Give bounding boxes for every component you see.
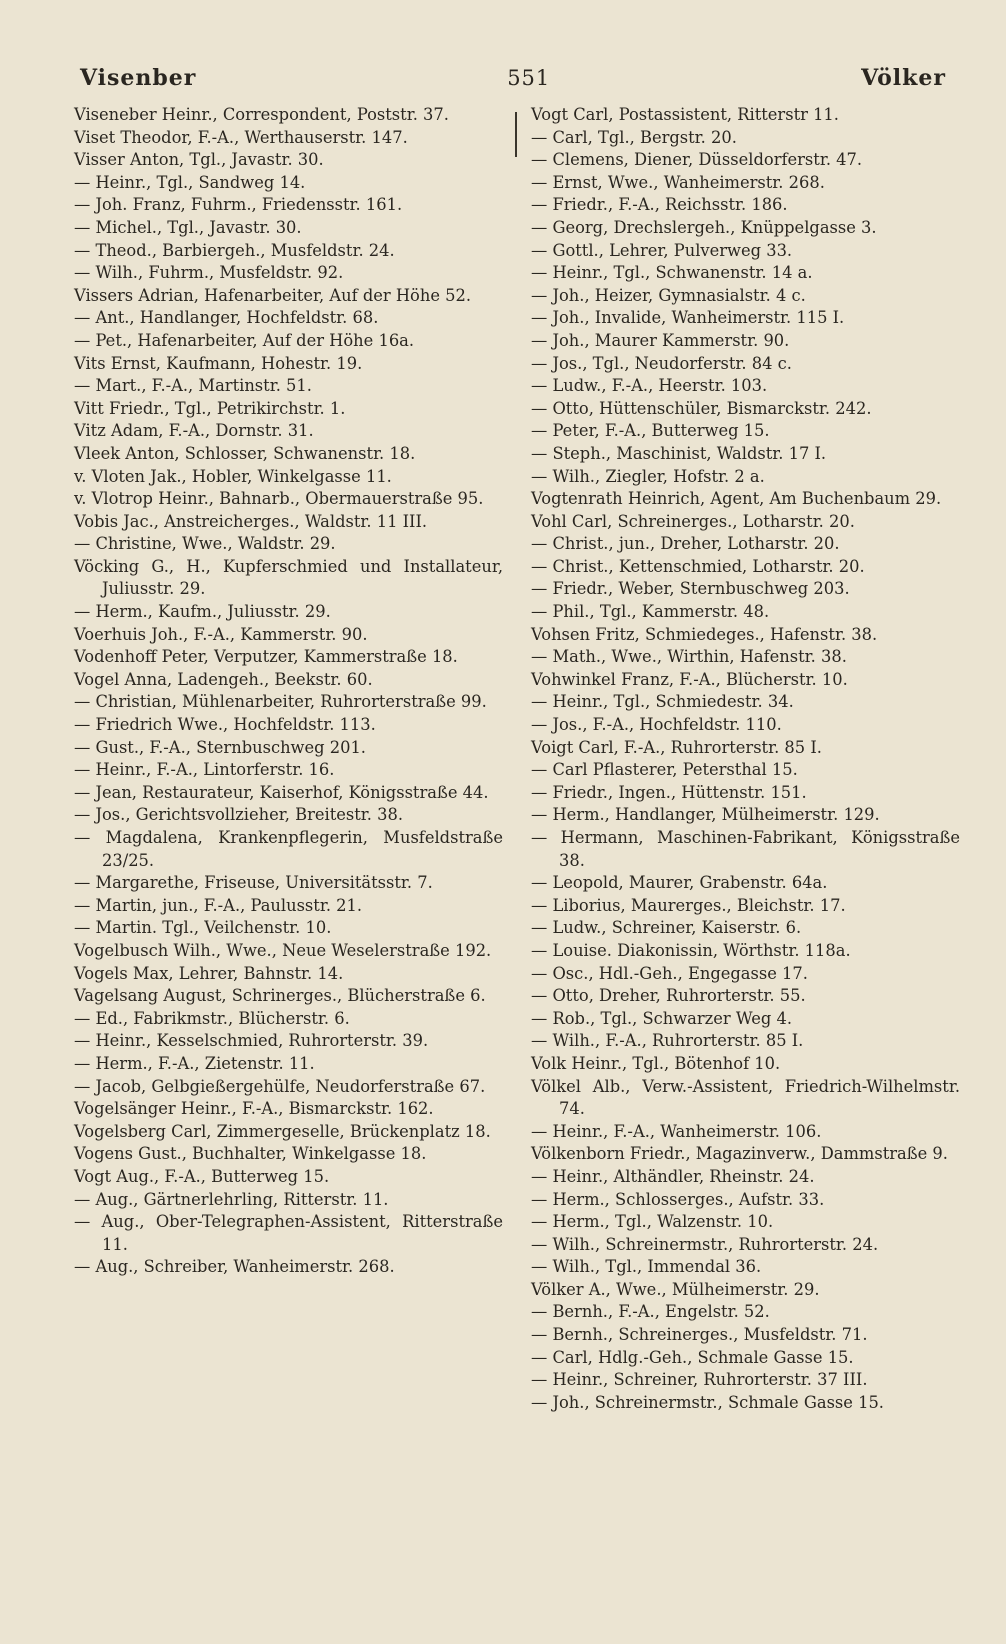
directory-entry: — Joh., Schreinermstr., Schmale Gasse 15. — [531, 1392, 884, 1412]
directory-entry: Vohsen Fritz, Schmiedeges., Hafenstr. 38. — [531, 624, 878, 644]
directory-entry: — Ludw., F.-A., Heerstr. 103. — [531, 376, 768, 396]
right-column — [517, 104, 960, 1604]
directory-entry: v. Vloten Jak., Hobler, Winkelgasse 11. — [74, 466, 392, 486]
directory-entry: Vogtenrath Heinrich, Agent, Am Buchenbaum 29. — [531, 489, 942, 509]
directory-entry: — Steph., Maschinist, Waldstr. 17 I. — [531, 443, 827, 463]
directory-entry: — Heinr., Tgl., Sandweg 14. — [74, 172, 306, 192]
directory-entry: — Liborius, Maurerges., Bleichstr. 17. — [531, 895, 846, 915]
directory-entry: — Aug., Gärtnerlehrling, Ritterstr. 11. — [74, 1189, 389, 1209]
directory-entry: — Phil., Tgl., Kammerstr. 48. — [531, 602, 770, 622]
directory-entry: Visser Anton, Tgl., Javastr. 30. — [74, 150, 324, 170]
directory-entry: Vogelsänger Heinr., F.-A., Bismarckstr. 162. — [74, 1099, 434, 1119]
directory-entry: Vissers Adrian, Hafenarbeiter, Auf der Höhe 52. — [74, 285, 472, 305]
directory-entry: — Ernst, Wwe., Wanheimerstr. 268. — [531, 172, 825, 192]
directory-entry: — Otto, Hüttenschüler, Bismarckstr. 242. — [531, 398, 872, 418]
directory-entry: — Herm., Tgl., Walzenstr. 10. — [531, 1212, 774, 1232]
left-column — [74, 104, 515, 1604]
directory-entry: — Osc., Hdl.-Geh., Engegasse 17. — [531, 963, 808, 983]
directory-entry: — Wilh., Schreinermstr., Ruhrorterstr. 24. — [531, 1234, 879, 1254]
directory-entry: — Heinr., Tgl., Schwanenstr. 14 a. — [531, 263, 813, 283]
directory-entry: — Carl Pflasterer, Petersthal 15. — [531, 760, 798, 780]
directory-entry: Vodenhoff Peter, Verputzer, Kammerstraße 18. — [74, 647, 458, 667]
directory-entry: v. Vlotrop Heinr., Bahnarb., Obermauerstraße 95. — [74, 489, 484, 509]
directory-entry: — Carl, Hdlg.-Geh., Schmale Gasse 15. — [531, 1347, 854, 1367]
directory-entry: Viset Theodor, F.-A., Werthauserstr. 147. — [74, 127, 408, 147]
directory-entry: Vogelbusch Wilh., Wwe., Neue Weselerstraße 192. — [74, 940, 492, 960]
directory-entry: Vogt Carl, Postassistent, Ritterstr 11. — [531, 105, 839, 124]
directory-entry: — Joh., Heizer, Gymnasialstr. 4 c. — [531, 285, 806, 305]
directory-entry: Vitt Friedr., Tgl., Petrikirchstr. 1. — [74, 398, 346, 418]
directory-entry: — Bernh., F.-A., Engelstr. 52. — [531, 1302, 770, 1322]
directory-entry: — Wilh., F.-A., Ruhrorterstr. 85 I. — [531, 1031, 804, 1051]
directory-entry: — Joh. Franz, Fuhrm., Friedensstr. 161. — [74, 195, 403, 215]
directory-entry: — Louise. Diakonissin, Wörthstr. 118a. — [531, 940, 851, 960]
directory-entry: — Heinr., Kesselschmied, Ruhrorterstr. 39. — [74, 1031, 429, 1051]
directory-entry: Vobis Jac., Anstreicherges., Waldstr. 11 III. — [74, 511, 428, 531]
directory-entry: — Friedrich Wwe., Hochfeldstr. 113. — [74, 715, 376, 735]
directory-entry: — Ed., Fabrikmstr., Blücherstr. 6. — [74, 1008, 350, 1028]
directory-entry: — Christine, Wwe., Waldstr. 29. — [74, 534, 336, 554]
directory-entry: — Theod., Barbiergeh., Musfeldstr. 24. — [74, 240, 395, 260]
directory-entry: — Ludw., Schreiner, Kaiserstr. 6. — [531, 918, 802, 938]
directory-entry: Vohwinkel Franz, F.-A., Blücherstr. 10. — [531, 669, 848, 689]
header-left-word: Visenber — [80, 65, 197, 91]
directory-entry: — Heinr., F.-A., Lintorferstr. 16. — [74, 760, 335, 780]
directory-entry: Völkel Alb., Verw.-Assistent, Friedrich-Wilhelmstr. 74. — [531, 1076, 960, 1119]
directory-entry: — Christ., jun., Dreher, Lotharstr. 20. — [531, 534, 840, 554]
header-right-word: Völker — [861, 65, 946, 91]
directory-entry: — Wilh., Tgl., Immendal 36. — [531, 1257, 762, 1277]
directory-entry: — Heinr., F.-A., Wanheimerstr. 106. — [531, 1121, 822, 1141]
directory-entry: — Joh., Maurer Kammerstr. 90. — [531, 330, 790, 350]
directory-entry: Vitz Adam, F.-A., Dornstr. 31. — [74, 421, 314, 441]
directory-entry: Voigt Carl, F.-A., Ruhrorterstr. 85 I. — [531, 737, 822, 757]
directory-entry: — Bernh., Schreinerges., Musfeldstr. 71. — [531, 1325, 868, 1345]
directory-entry: — Christ., Kettenschmied, Lotharstr. 20. — [531, 556, 865, 576]
page-number: 551 — [507, 66, 551, 90]
directory-entry: — Aug., Schreiber, Wanheimerstr. 268. — [74, 1257, 395, 1277]
directory-entry: Vogels Max, Lehrer, Bahnstr. 14. — [74, 963, 344, 983]
directory-entry: — Margarethe, Friseuse, Universitätsstr. 7. — [74, 873, 433, 893]
directory-entry: — Heinr., Tgl., Schmiedestr. 34. — [531, 692, 794, 712]
directory-entry: Völker A., Wwe., Mülheimerstr. 29. — [531, 1279, 820, 1299]
directory-entry: — Gust., F.-A., Sternbuschweg 201. — [74, 737, 366, 757]
directory-entry: — Jean, Restaurateur, Kaiserhof, Königsstraße 44. — [74, 782, 489, 802]
directory-entry: Viseneber Heinr., Correspondent, Poststr. 37. — [74, 105, 449, 124]
directory-entry: — Herm., Kaufm., Juliusstr. 29. — [74, 602, 331, 622]
directory-entry: — Aug., Ober-Telegraphen-Assistent, Ritterstraße 11. — [74, 1212, 503, 1254]
directory-entry: Vöcking G., H., Kupferschmied und Installateur, Juliusstr. 29. — [74, 556, 503, 599]
directory-entry: — Herm., Handlanger, Mülheimerstr. 129. — [531, 805, 880, 825]
directory-entry: — Carl, Tgl., Bergstr. 20. — [531, 127, 737, 147]
directory-entry: — Math., Wwe., Wirthin, Hafenstr. 38. — [531, 647, 847, 667]
directory-entry: — Herm., Schlosserges., Aufstr. 33. — [531, 1189, 825, 1209]
directory-entry: Vogens Gust., Buchhalter, Winkelgasse 18. — [74, 1144, 427, 1164]
directory-entry: — Michel., Tgl., Javastr. 30. — [74, 217, 302, 237]
directory-entry: — Hermann, Maschinen-Fabrikant, Königsstraße 38. — [531, 828, 960, 870]
directory-entry: — Joh., Invalide, Wanheimerstr. 115 I. — [531, 308, 845, 328]
directory-entry: Vogelsberg Carl, Zimmergeselle, Brückenplatz 18. — [74, 1121, 491, 1141]
page-header — [80, 58, 946, 98]
directory-entry: — Jos., Gerichtsvollzieher, Breitestr. 38. — [74, 805, 404, 825]
directory-entry: — Jos., F.-A., Hochfeldstr. 110. — [531, 715, 782, 735]
directory-entry: — Martin, jun., F.-A., Paulusstr. 21. — [74, 895, 363, 915]
directory-entry: — Peter, F.-A., Butterweg 15. — [531, 421, 770, 441]
directory-entry: — Heinr., Althändler, Rheinstr. 24. — [531, 1166, 815, 1186]
directory-entry: — Magdalena, Krankenpflegerin, Musfeldstraße 23/25. — [74, 828, 503, 870]
directory-entry: Volk Heinr., Tgl., Bötenhof 10. — [531, 1053, 781, 1073]
directory-entry: — Pet., Hafenarbeiter, Auf der Höhe 16a. — [74, 330, 415, 350]
directory-entry: Voerhuis Joh., F.-A., Kammerstr. 90. — [74, 624, 368, 644]
directory-entry: — Heinr., Schreiner, Ruhrorterstr. 37 III. — [531, 1370, 868, 1390]
directory-entry: — Christian, Mühlenarbeiter, Ruhrorterstraße 99. — [74, 692, 487, 712]
directory-entry: Vogel Anna, Ladengeh., Beekstr. 60. — [74, 669, 373, 689]
directory-entry: — Wilh., Ziegler, Hofstr. 2 a. — [531, 466, 765, 486]
directory-entry: Völkenborn Friedr., Magazinverw., Dammstraße 9. — [531, 1144, 948, 1164]
directory-entry: Vogt Aug., F.-A., Butterweg 15. — [74, 1166, 330, 1186]
directory-entry: — Georg, Drechslergeh., Knüppelgasse 3. — [531, 217, 877, 237]
directory-entry: — Leopold, Maurer, Grabenstr. 64a. — [531, 873, 828, 893]
directory-entry: — Jos., Tgl., Neudorferstr. 84 c. — [531, 353, 792, 373]
directory-entry: Vagelsang August, Schrinerges., Blücherstraße 6. — [74, 986, 486, 1006]
directory-entry: — Herm., F.-A., Zietenstr. 11. — [74, 1053, 315, 1073]
directory-entry: — Friedr., Ingen., Hüttenstr. 151. — [531, 782, 807, 802]
directory-entry: — Ant., Handlanger, Hochfeldstr. 68. — [74, 308, 379, 328]
directory-entry: — Gottl., Lehrer, Pulverweg 33. — [531, 240, 793, 260]
directory-entry: — Jacob, Gelbgießergehülfe, Neudorferstraße 67. — [74, 1076, 486, 1096]
directory-entry: — Wilh., Fuhrm., Musfeldstr. 92. — [74, 263, 344, 283]
directory-entry: — Friedr., Weber, Sternbuschweg 203. — [531, 579, 850, 599]
directory-entry: — Otto, Dreher, Ruhrorterstr. 55. — [531, 986, 806, 1006]
directory-entry: — Friedr., F.-A., Reichsstr. 186. — [531, 195, 788, 215]
directory-entry: — Clemens, Diener, Düsseldorferstr. 47. — [531, 150, 863, 170]
directory-entry: — Martin. Tgl., Veilchenstr. 10. — [74, 918, 332, 938]
directory-entry: Vits Ernst, Kaufmann, Hohestr. 19. — [74, 353, 363, 373]
entry-columns — [74, 104, 960, 1604]
directory-entry: Vohl Carl, Schreinerges., Lotharstr. 20. — [531, 511, 855, 531]
directory-entry: — Rob., Tgl., Schwarzer Weg 4. — [531, 1008, 793, 1028]
directory-entry: — Mart., F.-A., Martinstr. 51. — [74, 376, 312, 396]
directory-entry: Vleek Anton, Schlosser, Schwanenstr. 18. — [74, 443, 416, 463]
